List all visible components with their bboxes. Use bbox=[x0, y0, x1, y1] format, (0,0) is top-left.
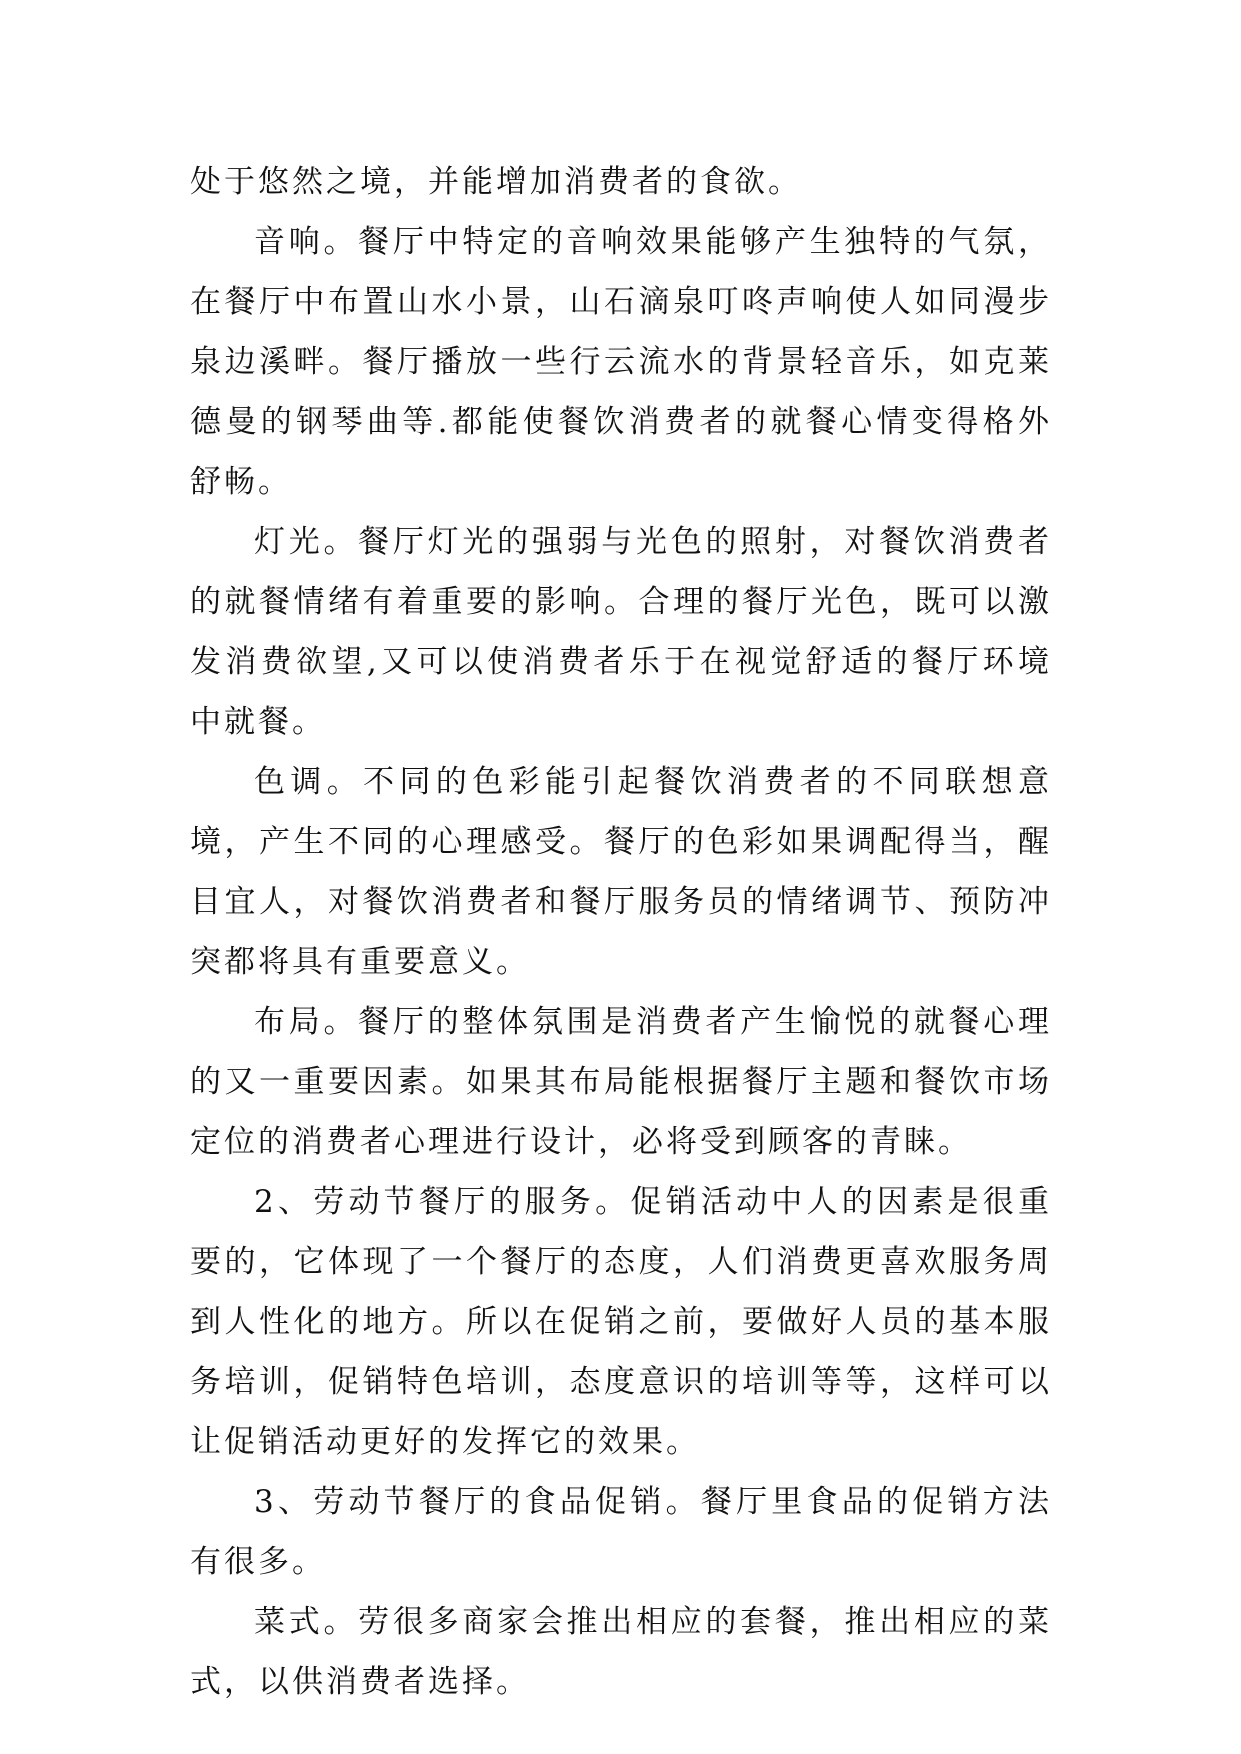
paragraph-sound: 音响。餐厅中特定的音响效果能够产生独特的气氛，在餐厅中布置山水小景，山石滴泉叮咚声响使人如同漫步泉边溪畔。餐厅播放一些行云流水的背景轻音乐，如克莱德曼的钢琴曲等.都能使餐饮消费者的就餐心情变得格外舒畅。 bbox=[190, 224, 1052, 500]
paragraph-lighting: 灯光。餐厅灯光的强弱与光色的照射，对餐饮消费者的就餐情绪有着重要的影响。合理的餐厅光色，既可以激发消费欲望,又可以使消费者乐于在视觉舒适的餐厅环境中就餐。 bbox=[190, 524, 1052, 740]
document-body bbox=[190, 152, 1052, 1712]
paragraph-color: 色调。不同的色彩能引起餐饮消费者的不同联想意境，产生不同的心理感受。餐厅的色彩如果调配得当，醒目宜人，对餐饮消费者和餐厅服务员的情绪调节、预防冲突都将具有重要意义。 bbox=[190, 764, 1052, 980]
paragraph-service: 2、劳动节餐厅的服务。促销活动中人的因素是很重要的，它体现了一个餐厅的态度，人们消费更喜欢服务周到人性化的地方。所以在促销之前，要做好人员的基本服务培训，促销特色培训，态度意识的培训等等，这样可以让促销活动更好的发挥它的效果。 bbox=[190, 1184, 1052, 1460]
paragraph-layout: 布局。餐厅的整体氛围是消费者产生愉悦的就餐心理的又一重要因素。如果其布局能根据餐厅主题和餐饮市场定位的消费者心理进行设计，必将受到顾客的青睐。 bbox=[190, 1004, 1052, 1160]
paragraph-continuation: 处于悠然之境，并能增加消费者的食欲。 bbox=[190, 164, 802, 200]
paragraph-dishes: 菜式。劳很多商家会推出相应的套餐，推出相应的菜式，以供消费者选择。 bbox=[190, 1604, 1052, 1700]
paragraph-food-promotion: 3、劳动节餐厅的食品促销。餐厅里食品的促销方法有很多。 bbox=[190, 1484, 1052, 1580]
